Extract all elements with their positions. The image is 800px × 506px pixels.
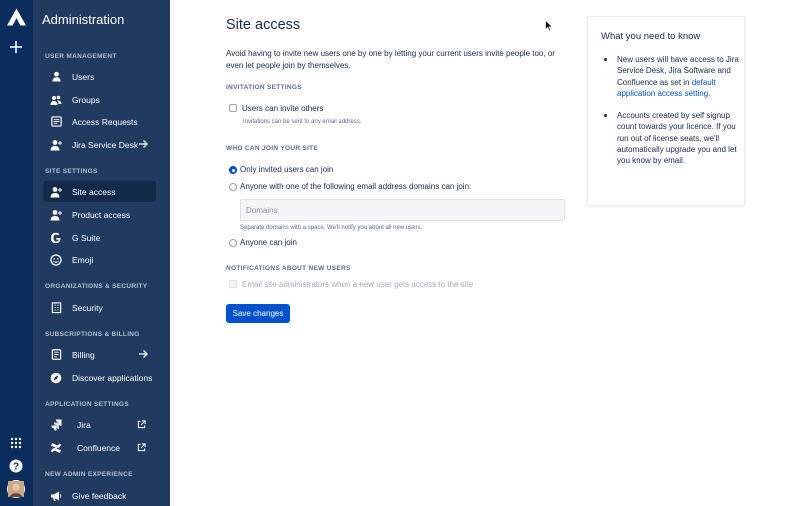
invitation-settings-heading: INVITATION SETTINGS (226, 84, 302, 91)
notifications-heading: NOTIFICATIONS ABOUT NEW USERS (226, 265, 351, 272)
jira-logo-icon (50, 419, 62, 431)
domain-option-radio[interactable] (229, 183, 237, 191)
sidebar-item-security[interactable] (43, 297, 156, 318)
billing-document-icon (50, 349, 62, 361)
external-link-icon (137, 420, 146, 429)
external-link-icon (137, 443, 146, 452)
domains-helper-text: Separate domains with a space. We'll notify you about all new users. (240, 225, 423, 231)
info-bullet: Accounts created by self signup count towards your licence. If you run out of license seats, we'll automatically upgrade you and let you know by email. (601, 110, 741, 166)
person-add-icon (50, 209, 62, 221)
only-invited-label[interactable]: Only invited users can join (240, 165, 334, 174)
who-can-join-heading: WHO CAN JOIN YOUR SITE (226, 145, 319, 152)
atlassian-logo-icon[interactable] (7, 8, 26, 26)
sidebar-item-give-feedback[interactable] (43, 485, 156, 506)
sidebar-item-label: Confluence (77, 442, 121, 453)
app-switcher-icon[interactable] (10, 437, 22, 449)
default-access-setting-link[interactable]: default application access setting (617, 77, 716, 98)
info-panel (587, 16, 745, 206)
section-org-security: ORGANIZATIONS & SECURITY (45, 283, 148, 290)
domains-input[interactable] (240, 199, 565, 221)
arrow-right-icon (138, 349, 148, 359)
sidebar-item-users[interactable] (43, 66, 156, 87)
sidebar-item-label: Product access (72, 209, 131, 220)
page-title: Site access (226, 17, 301, 33)
intro-text: Avoid having to invite new users one by one by letting your current users invite people too, or even let people join by themselves. (226, 49, 555, 70)
sidebar-item-label: Emoji (72, 254, 94, 265)
mouse-cursor-icon (545, 20, 553, 32)
sidebar-item-billing[interactable] (43, 344, 156, 365)
invite-helper-text: Invitations can be sent to any email address. (243, 119, 362, 125)
section-new-admin: NEW ADMIN EXPERIENCE (45, 471, 133, 478)
arrow-right-icon (138, 139, 148, 149)
megaphone-icon (50, 490, 62, 502)
google-g-icon (50, 232, 62, 244)
admin-sidebar (33, 0, 170, 506)
sidebar-item-label: Groups (72, 94, 100, 105)
domain-option-label[interactable]: Anyone with one of the following email address domains can join: (240, 182, 472, 191)
sidebar-item-label: Discover applications (72, 372, 153, 383)
anyone-can-join-label[interactable]: Anyone can join (240, 238, 297, 247)
building-icon (50, 302, 62, 314)
global-rail (0, 0, 33, 506)
users-can-invite-checkbox[interactable] (229, 104, 237, 112)
person-add-icon (50, 186, 62, 198)
create-plus-icon[interactable] (9, 40, 23, 54)
only-invited-radio[interactable] (229, 166, 237, 174)
sidebar-item-access-requests[interactable] (43, 111, 156, 132)
sidebar-item-g-suite[interactable] (43, 227, 156, 248)
user-avatar[interactable] (7, 480, 25, 498)
section-subscriptions: SUBSCRIPTIONS & BILLING (45, 331, 140, 338)
sidebar-item-label: Site access (72, 186, 116, 197)
sidebar-item-groups[interactable] (43, 89, 156, 110)
sidebar-item-label: Jira Service Desk (72, 139, 139, 150)
sidebar-item-jira[interactable] (43, 414, 156, 435)
sidebar-item-emoji[interactable] (43, 249, 156, 270)
sidebar-item-label: Billing (72, 349, 95, 360)
sidebar-item-confluence[interactable] (43, 437, 156, 458)
info-list (601, 54, 741, 178)
section-site-settings: SITE SETTINGS (45, 168, 98, 175)
person-icon (50, 71, 62, 83)
document-list-icon (50, 116, 62, 128)
confluence-logo-icon (50, 442, 62, 454)
sidebar-item-label: Give feedback (72, 490, 127, 501)
sidebar-item-label: Users (72, 71, 95, 82)
info-bullet (601, 54, 741, 99)
sidebar-item-product-access[interactable] (43, 204, 156, 225)
section-app-settings: APPLICATION SETTINGS (45, 401, 129, 408)
sidebar-item-site-access[interactable] (43, 181, 156, 202)
email-admins-label[interactable]: Email site administrators when a new user gets access to the site (242, 280, 474, 289)
sidebar-item-jira-service-desk[interactable] (43, 134, 156, 155)
anyone-can-join-radio[interactable] (229, 239, 237, 247)
sidebar-item-label: Security (72, 302, 103, 313)
info-bullet-text: New users will have access to Jira Service Desk, Jira Software and Confluence as set in (617, 55, 739, 87)
help-icon[interactable] (9, 459, 23, 473)
info-title: What you need to know (601, 31, 701, 42)
section-user-management: USER MANAGEMENT (45, 53, 117, 60)
compass-icon (50, 372, 62, 384)
sidebar-item-label: Access Requests (72, 116, 138, 127)
email-admins-checkbox[interactable] (229, 280, 237, 288)
sidebar-item-discover-applications[interactable] (43, 367, 156, 388)
emoji-smiley-icon (50, 254, 62, 266)
users-can-invite-label[interactable]: Users can invite others (242, 104, 324, 113)
people-group-icon (50, 94, 62, 106)
person-add-icon (50, 139, 62, 151)
sidebar-title: Administration (42, 12, 125, 27)
info-bullet-end: . (708, 88, 711, 98)
sidebar-item-label: G Suite (72, 232, 101, 243)
save-changes-button[interactable]: Save changes (226, 304, 290, 323)
sidebar-item-label: Jira (77, 419, 91, 430)
svg-text:?: ? (12, 461, 20, 473)
